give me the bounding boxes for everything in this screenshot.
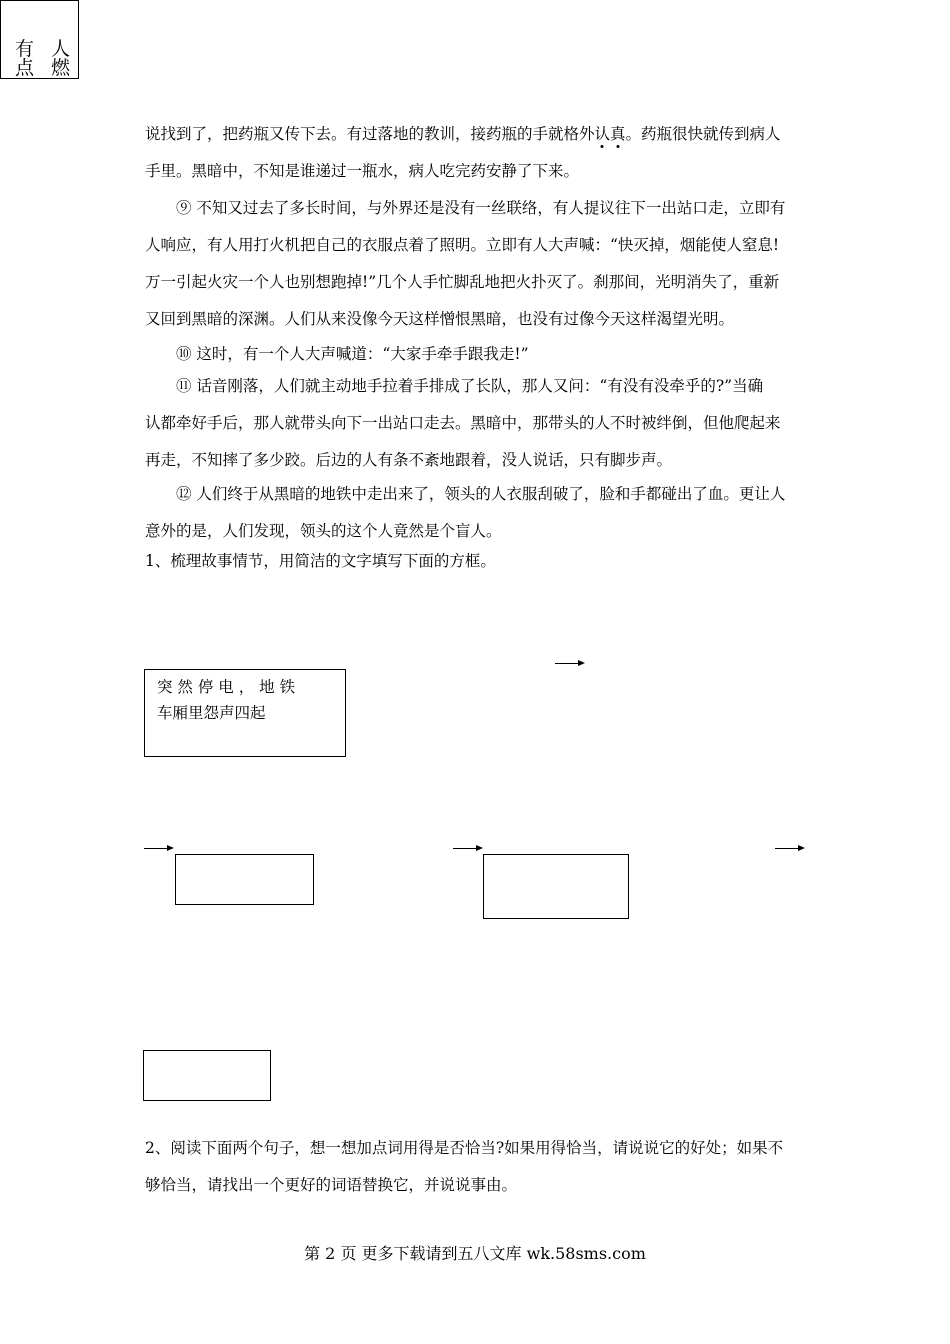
- text-line: ⑫ 人们终于从黑暗的地铁中走出来了，领头的人衣服刮破了，脸和手都碰出了血。更让人: [176, 485, 786, 503]
- text-line: 又回到黑暗的深渊。人们从来没像今天这样憎恨黑暗，也没有过像今天这样渴望光明。: [145, 310, 735, 328]
- text-line: 说找到了，把药瓶又传下去。有过落地的教训，接药瓶的手就格外认真。药瓶很快就传到病人: [145, 125, 781, 143]
- arrow-right-icon: [555, 659, 585, 669]
- paragraph-12: [145, 476, 805, 550]
- text-line: 万一引起火灾一个人也别想跑掉!”几个人手忙脚乱地把火扑灭了。刹那间，光明消失了，重新: [145, 273, 780, 291]
- text-line: 手里。黑暗中，不知是谁递过一瓶水，病人吃完药安静了下来。: [145, 162, 580, 180]
- emphasis-dot-char: 真: [610, 125, 626, 143]
- corner-char-3: 点: [15, 57, 35, 79]
- paragraph-continued: [145, 116, 805, 190]
- box-text: [157, 674, 295, 726]
- text-line: ⑪ 话音刚落，人们就主动地手拉着手排成了长队，那人又问：“有没有没牵乎的?”当确: [176, 377, 764, 395]
- text-line: ⑨ 不知又过去了多长时间，与外界还是没有一丝联络，有人提议往下一出站口走，立即有: [176, 199, 786, 217]
- text-line: ⑩ 这时，有一个人大声喊道：“大家手牵手跟我走!”: [176, 345, 529, 363]
- page-footer: 第 2 页 更多下载请到五八文库 wk.58sms.com: [304, 1244, 646, 1263]
- question-text: 2、阅读下面两个句子，想一想加点词用得是否恰当?如果用得恰当，请说说它的好处；如果不: [145, 1139, 784, 1157]
- plot-box-1: [144, 669, 346, 757]
- text-line: 意外的是，人们发现，领头的这个人竟然是个盲人。: [145, 522, 502, 540]
- arrow-right-icon: [144, 844, 174, 854]
- plot-box-4[interactable]: [143, 1050, 271, 1101]
- arrow-right-icon: [775, 844, 805, 854]
- box-text-line: 车厢里怨声四起: [157, 704, 266, 722]
- box-text-line: 突 然 停 电 ， 地 铁: [157, 678, 296, 696]
- paragraph-9: [145, 190, 805, 338]
- corner-char-1: 有: [15, 38, 35, 60]
- question-1: [145, 545, 805, 577]
- arrow-right-icon: [453, 844, 483, 854]
- plot-box-2[interactable]: [175, 854, 314, 905]
- paragraph-10: [145, 338, 805, 370]
- corner-char-4: 燃: [51, 57, 71, 79]
- question-text: 够恰当，请找出一个更好的词语替换它，并说说事由。: [145, 1176, 518, 1194]
- emphasis-dot-char: 认: [594, 125, 611, 143]
- question-2: [145, 1130, 805, 1204]
- question-text: 1、梳理故事情节，用简洁的文字填写下面的方框。: [145, 552, 496, 570]
- corner-char-2: 人: [51, 38, 71, 60]
- plot-box-3[interactable]: [483, 854, 629, 919]
- corner-stamp: [0, 0, 79, 79]
- text-line: 人响应，有人用打火机把自己的衣服点着了照明。立即有人大声喊：“快灭掉，烟能使人窒息!: [145, 236, 780, 254]
- text-line: 再走，不知摔了多少跤。后边的人有条不紊地跟着，没人说话，只有脚步声。: [145, 451, 673, 469]
- text-line: 认都牵好手后，那人就带头向下一出站口走去。黑暗中，那带头的人不时被绊倒，但他爬起来: [145, 414, 781, 432]
- paragraph-11: [145, 368, 805, 479]
